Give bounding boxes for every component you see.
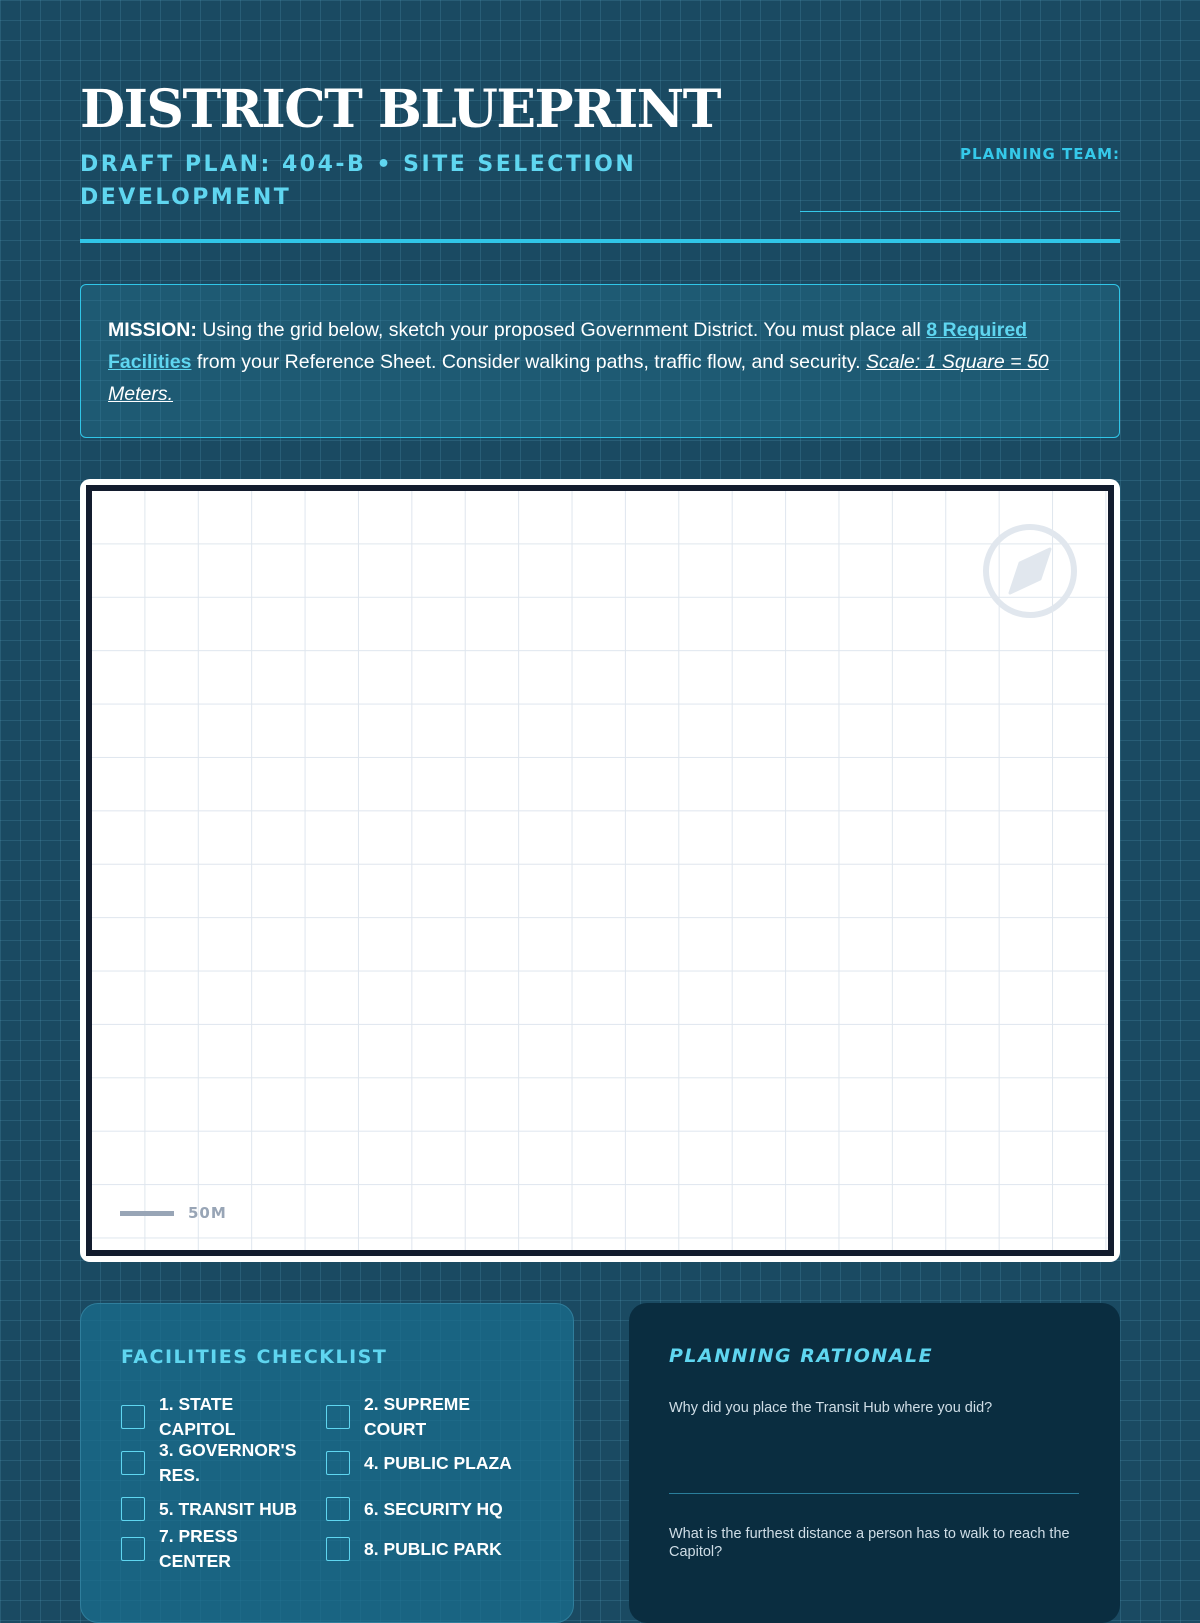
checklist-item-label: 1. STATE CAPITOL	[159, 1394, 236, 1439]
checkbox-icon[interactable]	[326, 1497, 350, 1521]
checkbox-icon[interactable]	[326, 1537, 350, 1561]
checklist-title: FACILITIES CHECKLIST	[121, 1346, 388, 1368]
checklist-item-label: 5. TRANSIT HUB	[159, 1498, 298, 1519]
checklist-item-label: 4. PUBLIC PLAZA	[364, 1452, 512, 1473]
page-title: DISTRICT BLUEPRINT	[80, 79, 720, 140]
worksheet-page	[80, 0, 1120, 1600]
checkbox-icon[interactable]	[121, 1451, 145, 1475]
checklist-item-security-hq[interactable]	[326, 1489, 541, 1529]
scale-bar	[120, 1211, 174, 1216]
planning-team-input-line[interactable]	[800, 211, 1120, 212]
checkbox-icon[interactable]	[121, 1537, 145, 1561]
required-facilities-link: 8 Required Facilities	[108, 319, 1028, 373]
checkbox-icon[interactable]	[326, 1405, 350, 1429]
rationale-question-1: Why did you place the Transit Hub where you did?	[669, 1400, 993, 1416]
checkbox-icon[interactable]	[121, 1497, 145, 1521]
checklist-item-public-park[interactable]	[326, 1529, 541, 1569]
checklist-item-press-center[interactable]	[121, 1526, 326, 1571]
checkbox-icon[interactable]	[326, 1451, 350, 1475]
mission-text-1: Using the grid below, sketch your proposed Government District. You must place all	[196, 319, 927, 341]
drawing-grid[interactable]	[86, 485, 1114, 1256]
scale-indicator	[120, 1204, 227, 1222]
answer-line-1[interactable]	[669, 1493, 1079, 1494]
mission-lead: MISSION:	[108, 319, 197, 341]
checklist-item-public-plaza[interactable]	[326, 1437, 541, 1489]
scale-note: Scale: 1 Square = 50 Meters.	[108, 351, 1049, 405]
facilities-checklist-panel	[80, 1303, 574, 1623]
header-divider	[80, 239, 1120, 243]
checklist-item-label: 7. PRESS CENTER	[159, 1526, 238, 1571]
checklist-items	[121, 1394, 541, 1571]
scale-label: 50M	[188, 1204, 227, 1222]
checklist-item-label: 8. PUBLIC PARK	[364, 1538, 502, 1559]
checklist-item-label: 2. SUPREME COURT	[364, 1394, 470, 1439]
checklist-item-state-capitol[interactable]	[121, 1394, 326, 1439]
drawing-sheet	[80, 479, 1120, 1262]
checklist-item-supreme-court[interactable]	[326, 1394, 541, 1439]
planning-rationale-panel	[629, 1303, 1120, 1623]
checklist-item-transit-hub[interactable]	[121, 1489, 326, 1529]
checklist-item-label: 6. SECURITY HQ	[364, 1498, 503, 1519]
page-subtitle: DRAFT PLAN: 404-B • SITE SELECTION DEVELOPMENT	[80, 152, 637, 210]
checkbox-icon[interactable]	[121, 1405, 145, 1429]
planning-team-label: PLANNING TEAM:	[960, 145, 1120, 163]
mission-box	[80, 284, 1120, 438]
rationale-title: PLANNING RATIONALE	[669, 1345, 934, 1367]
rationale-question-2: What is the furthest distance a person has to walk to reach the Capitol?	[669, 1526, 1070, 1560]
checklist-item-label: 3. GOVERNOR'S RES.	[159, 1440, 297, 1485]
checklist-item-governors-res[interactable]	[121, 1437, 326, 1489]
compass-icon	[980, 521, 1080, 621]
mission-text-2: from your Reference Sheet. Consider walking paths, traffic flow, and security.	[191, 351, 866, 373]
